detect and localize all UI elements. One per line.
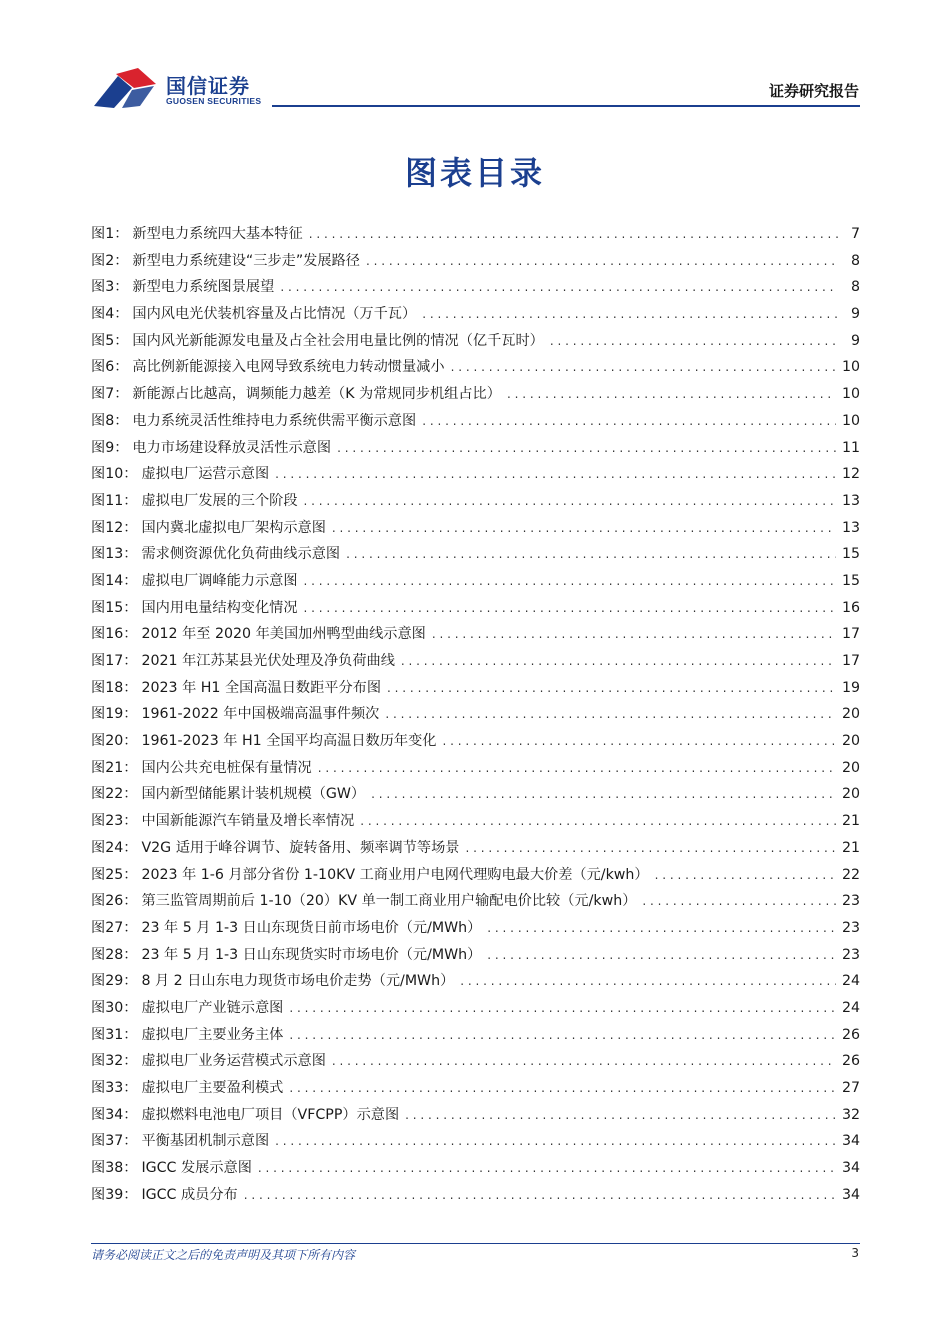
toc-entry-title: 虚拟电厂主要盈利模式 [141,1080,284,1096]
toc-entry-label: 图28 [91,946,124,963]
toc-entry-page: 23 [841,946,860,963]
toc-entry-title: 8 月 2 日山东电力现货市场电价走势（元/MWh） [141,973,455,990]
toc-dot-leader [275,1128,836,1155]
toc-entry-separator: ： [123,839,138,856]
toc-entry-label: 图37 [91,1133,124,1150]
toc-entry-page: 8 [850,252,860,269]
toc-entry-separator: ： [123,973,138,990]
toc-entry-title: 虚拟燃料电池电厂项目（VFCPP）示意图 [141,1106,400,1123]
toc-entry[interactable] [91,301,860,328]
toc-entry-label: 图13 [91,546,124,563]
toc-entry-separator: ： [123,599,138,616]
toc-dot-leader [280,274,838,301]
toc-entry-label: 图38 [91,1160,124,1177]
toc-entry-label: 图10 [91,466,124,483]
toc-entry-label: 图29 [91,973,124,990]
footer-disclaimer: 请务必阅读正文之后的免责声明及其项下所有内容 [91,1248,356,1262]
toc-entry-separator: ： [114,359,129,376]
toc-entry-label: 图8 [91,412,115,429]
toc-dot-leader [360,808,836,835]
toc-entry-separator: ： [123,1080,138,1096]
toc-entry[interactable] [91,648,860,675]
toc-entry[interactable] [91,942,860,969]
toc-entry-title: 虚拟电厂主要业务主体 [141,1026,284,1043]
toc-dot-leader [507,381,836,408]
toc-dot-leader [465,835,835,862]
report-type-label: 证券研究报告 [768,82,859,100]
toc-entry-separator: ： [114,226,129,242]
toc-dot-leader [442,728,835,755]
toc-dot-leader [387,675,836,702]
toc-entry[interactable] [91,541,860,568]
guosen-logo-icon [92,66,158,110]
toc-entry-separator: ： [123,519,138,536]
figure-toc [91,221,860,1208]
toc-entry-separator: ： [123,999,138,1016]
toc-entry[interactable] [91,701,860,728]
toc-entry-label: 图23 [91,813,124,830]
toc-entry[interactable] [91,515,860,542]
toc-entry-page: 27 [841,1080,860,1096]
toc-entry[interactable] [91,1022,860,1049]
toc-entry[interactable] [91,381,860,408]
toc-dot-leader [655,862,836,889]
toc-entry-page: 34 [841,1186,860,1203]
toc-entry-separator: ： [123,1026,138,1043]
toc-dot-leader [405,1102,836,1129]
toc-entry-title: 1961-2023 年 H1 全国平均高温日数历年变化 [141,733,437,750]
brand-name-cn: 国信证券 [166,74,250,98]
toc-dot-leader [318,755,836,782]
toc-entry-page: 9 [850,306,860,323]
toc-dot-leader [642,888,836,915]
toc-entry-separator: ： [123,653,138,669]
toc-entry-title: 中国新能源汽车销量及增长率情况 [141,813,355,830]
toc-entry-page: 11 [841,439,860,456]
toc-dot-leader [304,568,836,595]
toc-entry-label: 图7 [91,386,115,403]
toc-entry-title: 新能源占比越高，调频能力越差（K 为常规同步机组占比） [132,386,501,403]
toc-entry-title: 虚拟电厂运营示意图 [141,466,270,483]
toc-entry-separator: ： [123,786,138,803]
toc-entry-separator: ： [123,1106,138,1123]
toc-entry-label: 图24 [91,839,124,856]
toc-dot-leader [289,995,836,1022]
toc-entry-label: 图19 [91,706,124,723]
toc-entry-title: V2G 适用于峰谷调节、旋转备用、频率调节等场景 [141,839,460,856]
toc-entry[interactable] [91,1048,860,1075]
toc-entry-label: 图3 [91,279,115,296]
toc-entry-separator: ： [123,946,138,963]
toc-entry-title: 国内用电量结构变化情况 [141,599,298,616]
toc-entry-separator: ： [123,546,138,563]
toc-dot-leader [487,915,836,942]
toc-entry-title: IGCC 发展示意图 [141,1160,252,1177]
toc-entry-title: 国内公共充电桩保有量情况 [141,759,312,776]
toc-entry[interactable] [91,835,860,862]
toc-entry-page: 10 [841,412,860,429]
toc-entry-separator: ： [123,919,138,936]
toc-entry-page: 23 [841,893,860,910]
toc-dot-leader [487,942,836,969]
toc-entry[interactable] [91,435,860,462]
toc-dot-leader [422,301,838,328]
toc-entry-title: 新型电力系统图景展望 [132,279,275,296]
toc-entry[interactable] [91,1128,860,1155]
toc-entry-separator: ： [114,332,129,349]
brand-name-en: GUOSEN SECURITIES [166,96,262,106]
toc-entry-title: 2021 年江苏某县光伏处理及净负荷曲线 [141,653,395,669]
toc-dot-leader [244,1182,836,1209]
toc-entry-label: 图22 [91,786,124,803]
toc-entry-separator: ： [114,412,129,429]
toc-dot-leader [289,1022,836,1049]
toc-entry-label: 图11 [91,492,124,509]
toc-entry-title: 国内风光新能源发电量及占全社会用电量比例的情况（亿千瓦时） [132,332,544,349]
toc-entry-label: 图32 [91,1053,124,1070]
toc-entry[interactable] [91,915,860,942]
toc-entry-label: 图16 [91,626,124,643]
toc-entry-separator: ： [123,572,138,589]
toc-entry[interactable] [91,408,860,435]
toc-entry-separator: ： [123,866,138,883]
toc-entry-separator: ： [114,386,129,403]
toc-entry[interactable] [91,995,860,1022]
toc-entry-label: 图6 [91,359,115,376]
toc-entry[interactable] [91,1155,860,1182]
toc-dot-leader [432,621,836,648]
toc-dot-leader [346,541,836,568]
toc-entry-page: 8 [850,279,860,296]
toc-entry-title: 国内冀北虚拟电厂架构示意图 [141,519,326,536]
toc-dot-leader [460,968,836,995]
toc-entry-separator: ： [114,279,129,296]
toc-entry-title: 2023 年 1-6 月部分省份 1-10KV 工商业用户电网代理购电最大价差（元/kwh） [141,866,649,883]
toc-entry-page: 10 [841,386,860,403]
toc-entry-separator: ： [123,759,138,776]
toc-entry-label: 图21 [91,759,124,776]
toc-entry-separator: ： [123,1053,138,1070]
toc-dot-leader [332,515,836,542]
header-divider [272,105,860,107]
toc-entry[interactable] [91,1075,860,1102]
toc-entry-label: 图26 [91,893,124,910]
toc-dot-leader [451,354,836,381]
page-number: 3 [851,1246,859,1260]
toc-entry-separator: ： [123,893,138,910]
toc-entry-separator: ： [114,439,129,456]
toc-entry-separator: ： [123,466,138,483]
toc-entry-title: 2023 年 H1 全国高温日数距平分布图 [141,679,382,696]
toc-entry-page: 15 [841,572,860,589]
toc-entry-separator: ： [123,492,138,509]
toc-entry-label: 图33 [91,1080,124,1096]
toc-entry-title: 1961-2022 年中国极端高温事件频次 [141,706,380,723]
toc-dot-leader [422,408,836,435]
toc-entry[interactable] [91,1102,860,1129]
toc-entry-separator: ： [123,1186,138,1203]
toc-entry[interactable] [91,728,860,755]
toc-entry-label: 图18 [91,679,124,696]
toc-entry[interactable] [91,595,860,622]
toc-entry[interactable] [91,808,860,835]
toc-entry-title: 第三监管周期前后 1-10（20）KV 单一制工商业用户输配电价比较（元/kwh） [141,893,637,910]
page-title: 图表目录 [404,154,545,192]
toc-entry[interactable] [91,248,860,275]
toc-entry-label: 图9 [91,439,115,456]
toc-entry-page: 20 [841,733,860,750]
toc-entry-label: 图25 [91,866,124,883]
toc-entry-page: 26 [841,1026,860,1043]
toc-entry-page: 20 [841,759,860,776]
toc-entry[interactable] [91,328,860,355]
toc-entry-page: 21 [841,813,860,830]
toc-entry-page: 34 [841,1133,860,1150]
toc-entry-title: 23 年 5 月 1-3 日山东现货日前市场电价（元/MWh） [141,919,482,936]
toc-entry-label: 图27 [91,919,124,936]
toc-entry-label: 图15 [91,599,124,616]
toc-entry-separator: ： [114,252,129,269]
toc-dot-leader [309,221,838,248]
toc-entry-page: 17 [841,626,860,643]
toc-entry-title: 虚拟电厂发展的三个阶段 [141,492,298,509]
toc-entry[interactable] [91,274,860,301]
toc-entry-label: 图1 [91,226,115,242]
toc-entry-title: IGCC 成员分布 [141,1186,238,1203]
toc-entry-label: 图4 [91,306,115,323]
toc-entry-title: 虚拟电厂调峰能力示意图 [141,572,298,589]
toc-entry-page: 16 [841,599,860,616]
toc-entry-page: 22 [841,866,860,883]
toc-entry-label: 图39 [91,1186,124,1203]
toc-entry-page: 13 [841,519,860,536]
toc-entry[interactable] [91,568,860,595]
toc-entry-title: 2012 年至 2020 年美国加州鸭型曲线示意图 [141,626,426,643]
toc-entry[interactable] [91,461,860,488]
toc-entry-title: 虚拟电厂业务运营模式示意图 [141,1053,326,1070]
toc-entry[interactable] [91,621,860,648]
toc-entry-page: 17 [841,653,860,669]
toc-entry-title: 国内风电光伏装机容量及占比情况（万千瓦） [132,306,417,323]
toc-entry-page: 20 [841,706,860,723]
toc-entry[interactable] [91,862,860,889]
toc-dot-leader [289,1075,836,1102]
toc-dot-leader [550,328,838,355]
toc-entry[interactable] [91,888,860,915]
toc-entry-title: 新型电力系统建设“三步走”发展路径 [132,252,360,269]
toc-entry-separator: ： [114,306,129,323]
toc-entry-page: 13 [841,492,860,509]
toc-entry-page: 24 [841,999,860,1016]
toc-entry-label: 图14 [91,572,124,589]
toc-entry-label: 图20 [91,733,124,750]
toc-dot-leader [332,1048,836,1075]
toc-dot-leader [304,488,836,515]
toc-entry-title: 虚拟电厂产业链示意图 [141,999,284,1016]
toc-entry-title: 电力市场建设释放灵活性示意图 [132,439,332,456]
toc-entry-label: 图31 [91,1026,124,1043]
toc-dot-leader [258,1155,836,1182]
toc-entry-title: 需求侧资源优化负荷曲线示意图 [141,546,341,563]
toc-dot-leader [385,701,836,728]
toc-dot-leader [275,461,836,488]
toc-entry-separator: ： [123,679,138,696]
report-header [0,0,950,120]
toc-entry[interactable] [91,781,860,808]
toc-entry-label: 图30 [91,999,124,1016]
toc-entry-title: 新型电力系统四大基本特征 [132,226,303,242]
toc-entry-label: 图2 [91,252,115,269]
toc-entry-page: 23 [841,919,860,936]
toc-entry-page: 26 [841,1053,860,1070]
toc-entry-page: 7 [850,226,860,242]
toc-entry-separator: ： [123,1160,138,1177]
toc-entry[interactable] [91,675,860,702]
toc-entry-separator: ： [123,1133,138,1150]
toc-entry-label: 图5 [91,332,115,349]
toc-entry-page: 9 [850,332,860,349]
toc-dot-leader [337,435,836,462]
toc-entry-page: 32 [841,1106,860,1123]
toc-entry-label: 图17 [91,653,124,669]
toc-entry-title: 电力系统灵活性维持电力系统供需平衡示意图 [132,412,417,429]
toc-dot-leader [304,595,836,622]
toc-entry-page: 34 [841,1160,860,1177]
toc-entry-label: 图12 [91,519,124,536]
toc-entry[interactable] [91,221,860,248]
toc-entry-page: 20 [841,786,860,803]
toc-entry-page: 12 [841,466,860,483]
toc-entry-title: 平衡基团机制示意图 [141,1133,270,1150]
toc-dot-leader [401,648,836,675]
toc-dot-leader [371,781,836,808]
toc-entry[interactable] [91,354,860,381]
toc-entry[interactable] [91,968,860,995]
toc-entry-separator: ： [123,813,138,830]
toc-entry-separator: ： [123,706,138,723]
footer-divider [91,1243,860,1244]
toc-entry-page: 19 [841,679,860,696]
toc-entry-page: 15 [841,546,860,563]
toc-entry[interactable] [91,1182,860,1209]
toc-entry-separator: ： [123,626,138,643]
toc-dot-leader [366,248,838,275]
toc-entry[interactable] [91,488,860,515]
toc-entry[interactable] [91,755,860,782]
toc-entry-title: 国内新型储能累计装机规模（GW） [141,786,366,803]
toc-entry-separator: ： [123,733,138,750]
toc-entry-page: 24 [841,973,860,990]
toc-entry-page: 21 [841,839,860,856]
toc-entry-title: 23 年 5 月 1-3 日山东现货实时市场电价（元/MWh） [141,946,482,963]
toc-entry-label: 图34 [91,1106,124,1123]
toc-entry-page: 10 [841,359,860,376]
toc-entry-title: 高比例新能源接入电网导致系统电力转动惯量减小 [132,359,445,376]
